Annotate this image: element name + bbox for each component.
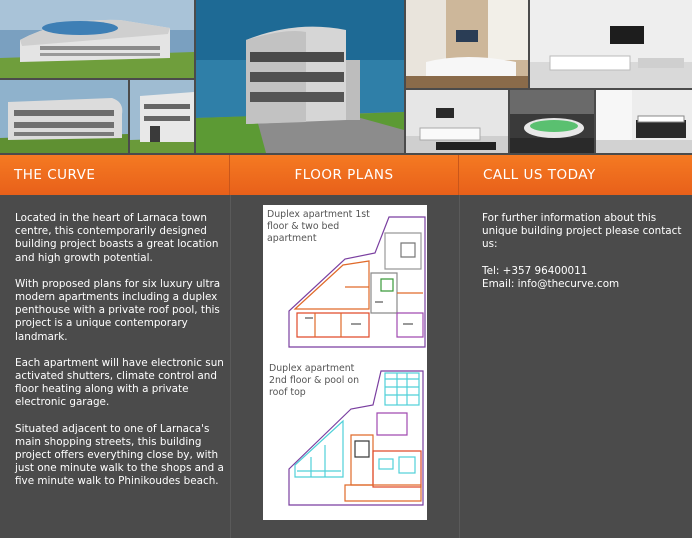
floor-plan-2-drawing (281, 365, 427, 515)
column-divider-right (459, 195, 460, 538)
building-render-street-photo (0, 80, 128, 153)
about-paragraph: Situated adjacent to one of Larnaca's main shopping streets, this building project offers everything close by, with just one minute walk to the shops and a five minute walk to Phinikoudes beach. (15, 422, 224, 488)
interior-kitchen-photo (510, 90, 594, 153)
column-divider-left (230, 195, 231, 538)
about-paragraph: With proposed plans for six luxury ultra modern apartments including a duplex penthouse with a private roof pool, this project is a unique contemporary landmark. (15, 277, 221, 343)
about-text-column (15, 212, 227, 502)
floor-plan-1-drawing (285, 213, 427, 353)
contact-intro: For further information about this unique building project please contact us: (482, 212, 682, 251)
about-paragraph: Each apartment will have electronic sun activated shutters, climate control and floor heating along with a private electronic garage. (15, 356, 224, 409)
header-the-curve: THE CURVE (0, 155, 230, 195)
section-header-bar (0, 155, 692, 195)
interior-bedroom-photo (596, 90, 692, 153)
building-render-corner-photo (130, 80, 194, 153)
header-call-us-today: CALL US TODAY (483, 167, 596, 183)
floor-plans-panel (263, 205, 427, 520)
floor-plan-2-title: Duplex apartment 2nd floor & pool on roof top (269, 363, 360, 398)
header-floor-plans: FLOOR PLANS (230, 155, 459, 195)
interior-lounge-photo (406, 90, 508, 153)
building-render-main-photo (196, 0, 404, 153)
interior-living-room-photo (530, 0, 692, 88)
building-render-rooftop-photo (0, 0, 194, 78)
contact-email: Email: info@thecurve.com (482, 277, 620, 290)
interior-bathroom-photo (406, 0, 528, 88)
contact-text-column (482, 212, 682, 291)
floor-plan-1-title: Duplex apartment 1st floor & two bed apartment (267, 209, 370, 244)
about-paragraph: Located in the heart of Larnaca town centre, this contemporarily designed building project boasts a great location and high growth potential. (15, 212, 219, 264)
contact-telephone: Tel: +357 96400011 (482, 264, 588, 277)
